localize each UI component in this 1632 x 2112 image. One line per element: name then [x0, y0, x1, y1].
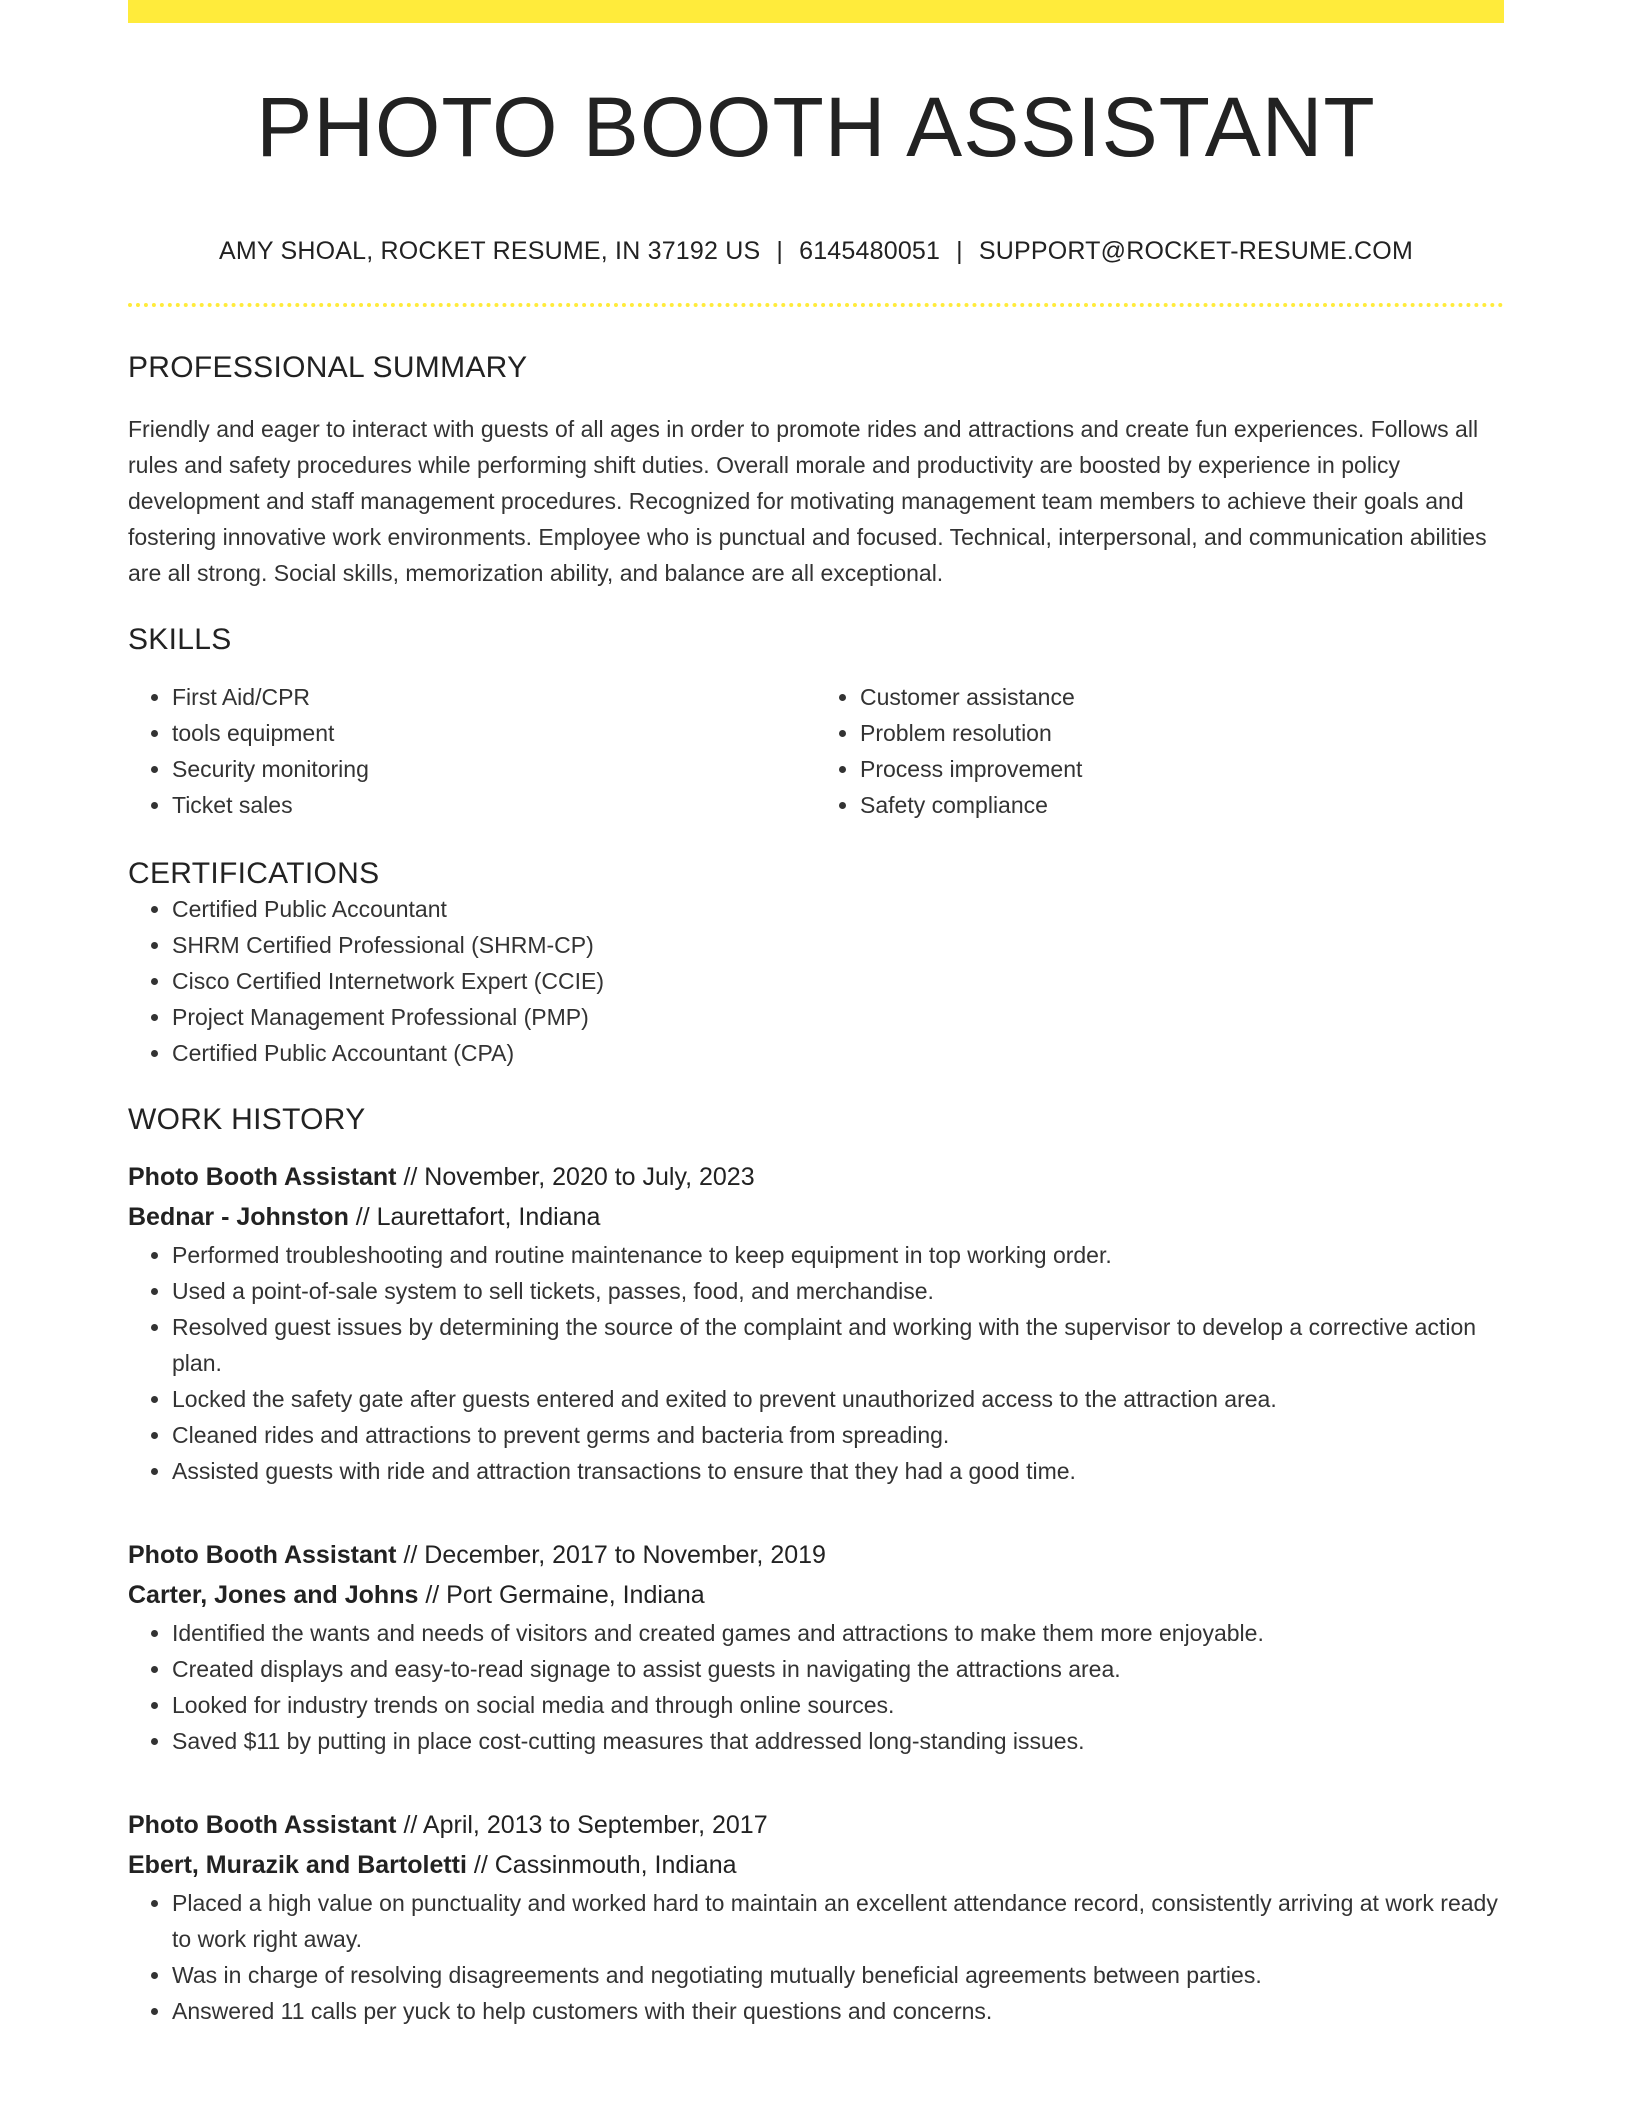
skills-right-list [816, 679, 1504, 823]
summary-section [128, 351, 1504, 591]
job-company: Ebert, Murazik and Bartoletti [128, 1851, 467, 1879]
job-bullet: • Created displays and easy-to-read signage to assist guests in navigating the attractions area. [172, 1651, 1504, 1687]
job-location: // Laurettafort, Indiana [348, 1203, 601, 1231]
job-dates: // November, 2020 to July, 2023 [396, 1163, 755, 1191]
job-entry [128, 1157, 1504, 1489]
job-bullet: • Looked for industry trends on social media and through online sources. [172, 1687, 1504, 1723]
job-bullet: • Answered 11 calls per yuck to help customers with their questions and concerns. [172, 1993, 1504, 2029]
certifications-section [128, 857, 1504, 1071]
job-company: Bednar - Johnston [128, 1203, 349, 1231]
contact-phone: 6145480051 [799, 237, 941, 265]
job-company-line [128, 1575, 1504, 1615]
job-bullet: • Was in charge of resolving disagreements and negotiating mutually beneficial agreements between parties. [172, 1957, 1504, 1993]
skill-item: • Process improvement [860, 751, 1504, 787]
work-history-heading: WORK HISTORY [128, 1103, 366, 1136]
job-bullet: • Identified the wants and needs of visitors and created games and attractions to make them more enjoyable. [172, 1615, 1504, 1651]
job-entry [128, 1805, 1504, 2029]
certification-item: • Cisco Certified Internetwork Expert (CCIE) [172, 963, 1504, 999]
skill-item: • Ticket sales [172, 787, 816, 823]
job-title-line [128, 1157, 1504, 1197]
job-location: // Port Germaine, Indiana [418, 1581, 705, 1609]
resume-page [128, 0, 1504, 2029]
summary-heading: PROFESSIONAL SUMMARY [128, 351, 528, 384]
job-title-line [128, 1805, 1504, 1845]
job-bullet-list [128, 1237, 1504, 1489]
job-bullet: • Assisted guests with ride and attraction transactions to ensure that they had a good time. [172, 1453, 1504, 1489]
job-bullet: • Used a point-of-sale system to sell tickets, passes, food, and merchandise. [172, 1273, 1504, 1309]
skills-grid [128, 679, 1504, 823]
certification-item: • SHRM Certified Professional (SHRM-CP) [172, 927, 1504, 963]
skill-item: • Safety compliance [860, 787, 1504, 823]
job-bullet-list [128, 1615, 1504, 1759]
skill-item: • First Aid/CPR [172, 679, 816, 715]
job-bullet: • Placed a high value on punctuality and worked hard to maintain an excellent attendance record, consistently arriving at work ready to work right away. [172, 1885, 1504, 1957]
contact-separator: | [956, 237, 963, 265]
contact-address: AMY SHOAL, ROCKET RESUME, IN 37192 US [219, 237, 761, 265]
job-company: Carter, Jones and Johns [128, 1581, 419, 1609]
skill-item: • Customer assistance [860, 679, 1504, 715]
job-entry [128, 1535, 1504, 1759]
certifications-list [128, 891, 1504, 1071]
job-location: // Cassinmouth, Indiana [466, 1851, 737, 1879]
job-role: Photo Booth Assistant [128, 1163, 397, 1191]
skills-section [128, 623, 1504, 823]
job-bullet: • Performed troubleshooting and routine maintenance to keep equipment in top working order. [172, 1237, 1504, 1273]
work-history-section [128, 1103, 1504, 2029]
job-bullet: • Resolved guest issues by determining the source of the complaint and working with the supervisor to develop a corrective action plan. [172, 1309, 1504, 1381]
skill-item: • tools equipment [172, 715, 816, 751]
contact-separator: | [776, 237, 784, 265]
job-title-line [128, 1535, 1504, 1575]
accent-top-bar [128, 0, 1504, 23]
contact-line [128, 237, 1504, 266]
summary-text: Friendly and eager to interact with guests of all ages in order to promote rides and attractions and create fun experiences. Follows all rules and safety procedures while performing shift duties. Overall morale and productivity are boosted by experience in policy development and staff management procedures. Recognized for motivating management team members to achieve their goals and fostering innovative work environments. Employee who is punctual and focused. Technical, interpersonal, and communication abilities are all strong. Social skills, memorization ability, and balance are all exceptional. [128, 416, 1487, 586]
job-bullet: • Saved $11 by putting in place cost-cutting measures that addressed long-standing issues. [172, 1723, 1504, 1759]
certification-item: • Certified Public Accountant [172, 891, 1504, 927]
dotted-divider [128, 303, 1504, 307]
job-bullet-list [128, 1885, 1504, 2029]
certifications-heading: CERTIFICATIONS [128, 857, 380, 890]
job-company-line [128, 1845, 1504, 1885]
skill-item: • Security monitoring [172, 751, 816, 787]
contact-email: SUPPORT@ROCKET-RESUME.COM [978, 237, 1413, 265]
certification-item: • Project Management Professional (PMP) [172, 999, 1504, 1035]
job-role: Photo Booth Assistant [128, 1541, 397, 1569]
job-dates: // December, 2017 to November, 2019 [396, 1541, 826, 1569]
job-dates: // April, 2013 to September, 2017 [396, 1811, 768, 1839]
resume-title: PHOTO BOOTH ASSISTANT [256, 80, 1376, 174]
job-role: Photo Booth Assistant [128, 1811, 397, 1839]
job-company-line [128, 1197, 1504, 1237]
job-bullet: • Cleaned rides and attractions to prevent germs and bacteria from spreading. [172, 1417, 1504, 1453]
skills-left-list [128, 679, 816, 823]
skills-heading: SKILLS [128, 623, 232, 656]
job-bullet: • Locked the safety gate after guests entered and exited to prevent unauthorized access to the attraction area. [172, 1381, 1504, 1417]
certification-item: • Certified Public Accountant (CPA) [172, 1035, 1504, 1071]
skill-item: • Problem resolution [860, 715, 1504, 751]
